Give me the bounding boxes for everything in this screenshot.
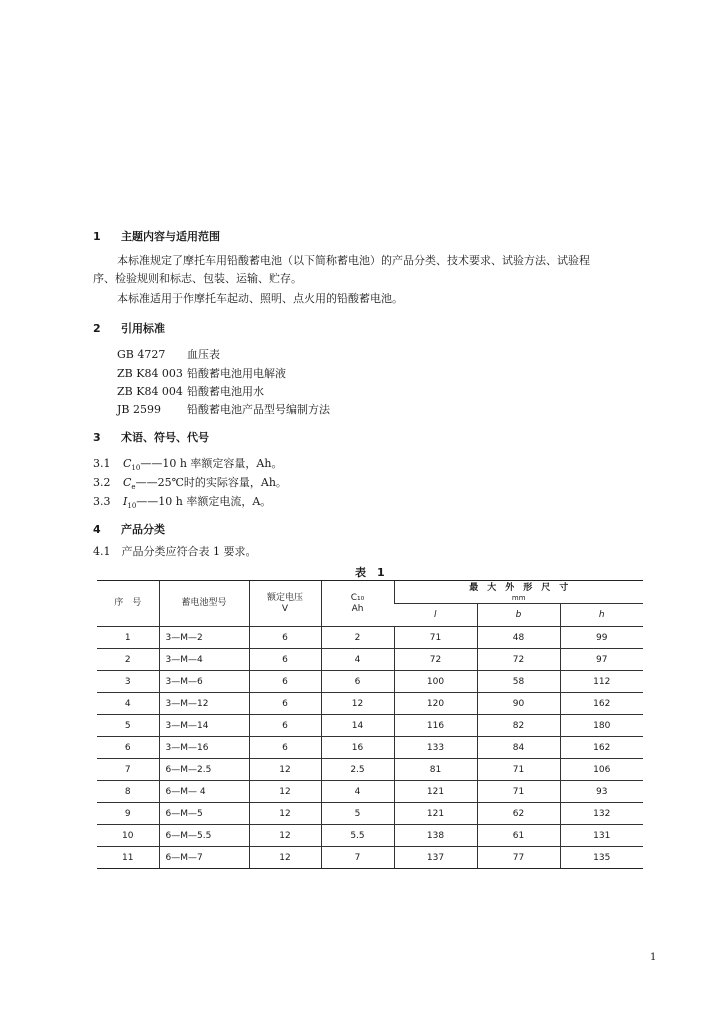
reference-title: 铅酸蓄电池用水 [187, 385, 264, 398]
cell-b: 58 [477, 671, 560, 693]
cell-seq: 8 [97, 781, 159, 803]
cell-seq: 1 [97, 627, 159, 649]
header-dims-label: 最 大 外 形 尺 寸 [469, 582, 569, 593]
cell-l: 71 [394, 627, 477, 649]
cell-voltage: 6 [249, 627, 321, 649]
cell-seq: 6 [97, 737, 159, 759]
cell-l: 72 [394, 649, 477, 671]
cell-model: 3—M—6 [159, 671, 249, 693]
cell-voltage: 12 [249, 847, 321, 869]
header-h [560, 604, 643, 627]
cell-seq: 11 [97, 847, 159, 869]
cell-capacity: 6 [321, 671, 394, 693]
section-heading-1 [93, 228, 220, 244]
header-voltage [249, 581, 321, 627]
section-title: 术语、符号、代号 [121, 431, 209, 444]
cell-voltage: 6 [249, 649, 321, 671]
table-row [97, 737, 643, 759]
cell-b: 71 [477, 759, 560, 781]
reference-item [117, 401, 330, 417]
cell-capacity: 14 [321, 715, 394, 737]
header-voltage-label: 额定电压 [266, 592, 303, 603]
table-row [97, 825, 643, 847]
header-capacity-unit: Ah [351, 603, 364, 614]
cell-b: 77 [477, 847, 560, 869]
section-number: 1 [93, 230, 101, 243]
term-subscript: e [131, 483, 136, 492]
cell-l: 81 [394, 759, 477, 781]
table-row [97, 759, 643, 781]
cell-h: 97 [560, 649, 643, 671]
cell-seq: 7 [97, 759, 159, 781]
cell-b: 90 [477, 693, 560, 715]
scope-paragraph-line-2: 序、检验规则和标志、包装、运输、贮存。 [93, 272, 302, 285]
term-number: 3.1 [93, 457, 111, 470]
cell-b: 48 [477, 627, 560, 649]
cell-model: 6—M—5.5 [159, 825, 249, 847]
term-symbol: I [123, 495, 128, 508]
reference-code: ZB K84 003 [117, 367, 183, 380]
cell-voltage: 6 [249, 671, 321, 693]
cell-h: 132 [560, 803, 643, 825]
cell-seq: 10 [97, 825, 159, 847]
term-item [93, 455, 282, 472]
scope-paragraph-2: 本标准适用于作摩托车起动、照明、点火用的铅酸蓄电池。 [117, 292, 403, 305]
cell-capacity: 2 [321, 627, 394, 649]
header-model: 蓄电池型号 [159, 581, 249, 627]
header-voltage-unit: V [281, 603, 289, 614]
cell-model: 3—M—4 [159, 649, 249, 671]
term-definition: ——10 h 率额定容量，Ah。 [140, 457, 283, 470]
cell-b: 72 [477, 649, 560, 671]
header-dims [394, 581, 643, 604]
reference-title: 血压表 [187, 348, 220, 361]
cell-b: 84 [477, 737, 560, 759]
cell-model: 3—M—16 [159, 737, 249, 759]
cell-h: 131 [560, 825, 643, 847]
header-dims-unit: mm [511, 593, 526, 602]
cell-capacity: 4 [321, 781, 394, 803]
cell-capacity: 5 [321, 803, 394, 825]
section-title: 引用标准 [121, 322, 165, 335]
reference-code: JB 2599 [117, 403, 161, 416]
page-number: 1 [650, 952, 657, 963]
cell-voltage: 6 [249, 693, 321, 715]
section-number: 2 [93, 322, 101, 335]
scope-paragraph-line-1: 本标准规定了摩托车用铅酸蓄电池（以下简称蓄电池）的产品分类、技术要求、试验方法、试验程 [117, 254, 590, 267]
cell-l: 121 [394, 803, 477, 825]
reference-item [117, 346, 220, 362]
cell-l: 137 [394, 847, 477, 869]
table-row [97, 803, 643, 825]
table-caption: 表 1 [355, 566, 385, 579]
cell-model: 6—M—2.5 [159, 759, 249, 781]
cell-capacity: 4 [321, 649, 394, 671]
cell-b: 61 [477, 825, 560, 847]
table-row [97, 649, 643, 671]
cell-seq: 4 [97, 693, 159, 715]
cell-voltage: 12 [249, 803, 321, 825]
header-h-label: h [598, 609, 605, 620]
cell-b: 82 [477, 715, 560, 737]
cell-seq: 5 [97, 715, 159, 737]
cell-seq: 2 [97, 649, 159, 671]
header-b-label: b [515, 609, 522, 620]
table-row [97, 781, 643, 803]
cell-capacity: 12 [321, 693, 394, 715]
cell-model: 6—M— 4 [159, 781, 249, 803]
classification-text: 4.1 产品分类应符合表 1 要求。 [93, 545, 257, 558]
cell-l: 133 [394, 737, 477, 759]
cell-l: 138 [394, 825, 477, 847]
table-row [97, 671, 643, 693]
term-definition: ——25℃时的实际容量，Ah。 [135, 476, 287, 489]
term-number: 3.3 [93, 495, 111, 508]
cell-capacity: 16 [321, 737, 394, 759]
cell-h: 162 [560, 693, 643, 715]
cell-l: 100 [394, 671, 477, 693]
cell-l: 120 [394, 693, 477, 715]
cell-model: 3—M—14 [159, 715, 249, 737]
header-b [477, 604, 560, 627]
cell-h: 106 [560, 759, 643, 781]
section-title: 主题内容与适用范围 [121, 230, 220, 243]
table-row [97, 693, 643, 715]
header-l [394, 604, 477, 627]
reference-title: 铅酸蓄电池用电解液 [187, 367, 286, 380]
section-number: 4 [93, 523, 101, 536]
term-item [93, 493, 271, 510]
cell-model: 3—M—2 [159, 627, 249, 649]
section-number: 3 [93, 431, 101, 444]
section-title: 产品分类 [121, 523, 165, 536]
cell-h: 99 [560, 627, 643, 649]
cell-voltage: 12 [249, 825, 321, 847]
cell-capacity: 5.5 [321, 825, 394, 847]
cell-l: 116 [394, 715, 477, 737]
cell-h: 112 [560, 671, 643, 693]
section-heading-4 [93, 521, 165, 537]
cell-b: 62 [477, 803, 560, 825]
cell-capacity: 7 [321, 847, 394, 869]
section-heading-3 [93, 429, 209, 445]
header-capacity [321, 581, 394, 627]
cell-b: 71 [477, 781, 560, 803]
term-subscript: 10 [127, 502, 137, 511]
cell-voltage: 12 [249, 781, 321, 803]
table-row [97, 627, 643, 649]
cell-capacity: 2.5 [321, 759, 394, 781]
table-row [97, 847, 643, 869]
cell-voltage: 6 [249, 715, 321, 737]
reference-code: GB 4727 [117, 348, 166, 361]
cell-voltage: 12 [249, 759, 321, 781]
battery-spec-table [97, 580, 643, 869]
term-symbol: C [123, 476, 132, 489]
cell-voltage: 6 [249, 737, 321, 759]
cell-seq: 3 [97, 671, 159, 693]
header-capacity-label: C₁₀ [350, 592, 365, 603]
section-heading-2 [93, 320, 165, 336]
reference-code: ZB K84 004 [117, 385, 183, 398]
reference-item [117, 383, 264, 399]
header-l-label: l [433, 609, 437, 620]
term-item [93, 474, 287, 491]
table-row [97, 715, 643, 737]
header-seq: 序 号 [97, 581, 159, 627]
term-number: 3.2 [93, 476, 111, 489]
cell-model: 6—M—7 [159, 847, 249, 869]
term-subscript: 10 [131, 464, 141, 473]
cell-l: 121 [394, 781, 477, 803]
cell-h: 180 [560, 715, 643, 737]
cell-seq: 9 [97, 803, 159, 825]
cell-h: 93 [560, 781, 643, 803]
reference-item [117, 365, 286, 381]
reference-title: 铅酸蓄电池产品型号编制方法 [187, 403, 330, 416]
cell-h: 162 [560, 737, 643, 759]
cell-model: 6—M—5 [159, 803, 249, 825]
term-symbol: C [123, 457, 132, 470]
term-definition: ——10 h 率额定电流，A。 [136, 495, 272, 508]
cell-model: 3—M—12 [159, 693, 249, 715]
cell-h: 135 [560, 847, 643, 869]
